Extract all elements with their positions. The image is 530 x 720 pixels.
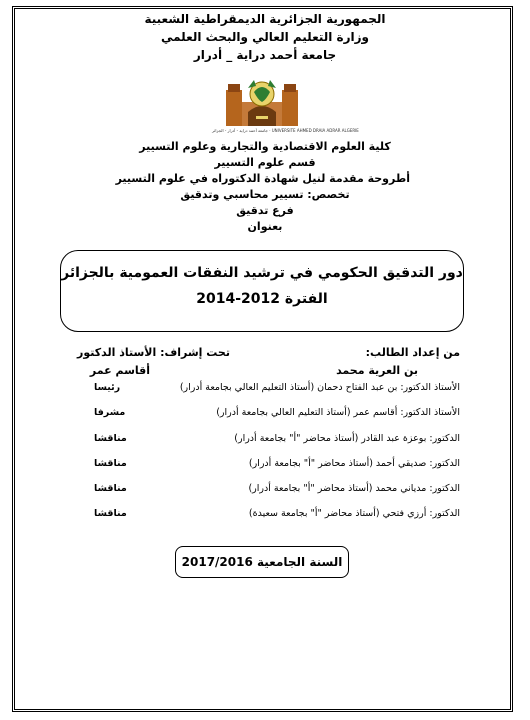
- supervisor-name: أقاسم عمر: [89, 364, 150, 377]
- jury-row: [40, 407, 460, 423]
- jury-member-role: مناقشا: [94, 483, 127, 494]
- thesis-type: أطروحة مقدمة لنيل شهادة الدكتوراه في علوم التسيير: [115, 172, 410, 185]
- supervisor-label: تحت إشراف: الأستاذ الدكتور: [77, 346, 230, 359]
- thesis-period: الفترة 2012-2014: [196, 291, 328, 307]
- jury-member-name: الدكتور: صديقي أحمد (أستاذ محاضر "أ" بجامعة أدرار): [248, 458, 460, 469]
- student-label: من إعداد الطالب:: [365, 346, 460, 359]
- header-ministry: وزارة التعليم العالي والبحث العلمي: [160, 30, 370, 44]
- thesis-title-box: [60, 250, 464, 332]
- header-republic: الجمهورية الجزائرية الديمقراطية الشعبية: [144, 12, 386, 26]
- jury-member-role: مناقشا: [94, 433, 127, 444]
- jury-row: [40, 382, 460, 398]
- logo-caption: جامعة أحمد دراية - أدرار - الجزائر · UNIVERSITE AHMED DRAIA ADRAR ALGERIE: [212, 128, 359, 133]
- titled-label: بعنوان: [247, 220, 283, 233]
- jury-member-name: الدكتور: بوعزة عبد القادر (أستاذ محاضر "أ" بجامعة أدرار): [234, 433, 460, 444]
- jury-member-name: الأستاذ الدكتور: بن عبد الفتاح دحمان (أستاذ التعليم العالي بجامعة أدرار): [179, 382, 460, 393]
- department-name: قسم علوم التسيير: [214, 156, 316, 169]
- academic-year: السنة الجامعية 2017/2016: [175, 546, 349, 578]
- jury-member-role: مشرفا: [94, 407, 126, 418]
- jury-member-role: مناقشا: [94, 508, 127, 519]
- branch: فرع تدقيق: [236, 204, 294, 217]
- jury-member-name: الدكتور: أرزي فتحي (أستاذ محاضر "أ" بجامعة سعيدة): [248, 508, 460, 519]
- thesis-title: دور التدقيق الحكومي في ترشيد النفقات العمومية بالجزائر: [61, 265, 463, 281]
- jury-member-role: رئيسا: [94, 382, 121, 393]
- university-logo: [218, 72, 306, 128]
- jury-row: [40, 508, 460, 524]
- jury-member-name: الدكتور: مدياني محمد (أستاذ محاضر "أ" بجامعة أدرار): [248, 483, 460, 494]
- jury-row: [40, 483, 460, 499]
- header-university: جامعة أحمد دراية _ أدرار: [193, 48, 337, 62]
- jury-row: [40, 458, 460, 474]
- specialty: تخصص: تسيير محاسبي وتدقيق: [180, 188, 350, 201]
- faculty-name: كلية العلوم الاقتصادية والتجارية وعلوم التسيير: [139, 140, 391, 153]
- jury-member-role: مناقشا: [94, 458, 127, 469]
- jury-member-name: الأستاذ الدكتور: أقاسم عمر (أستاذ التعليم العالي بجامعة أدرار): [216, 407, 460, 418]
- jury-row: [40, 433, 460, 449]
- student-name: بن العرية محمد: [336, 364, 418, 377]
